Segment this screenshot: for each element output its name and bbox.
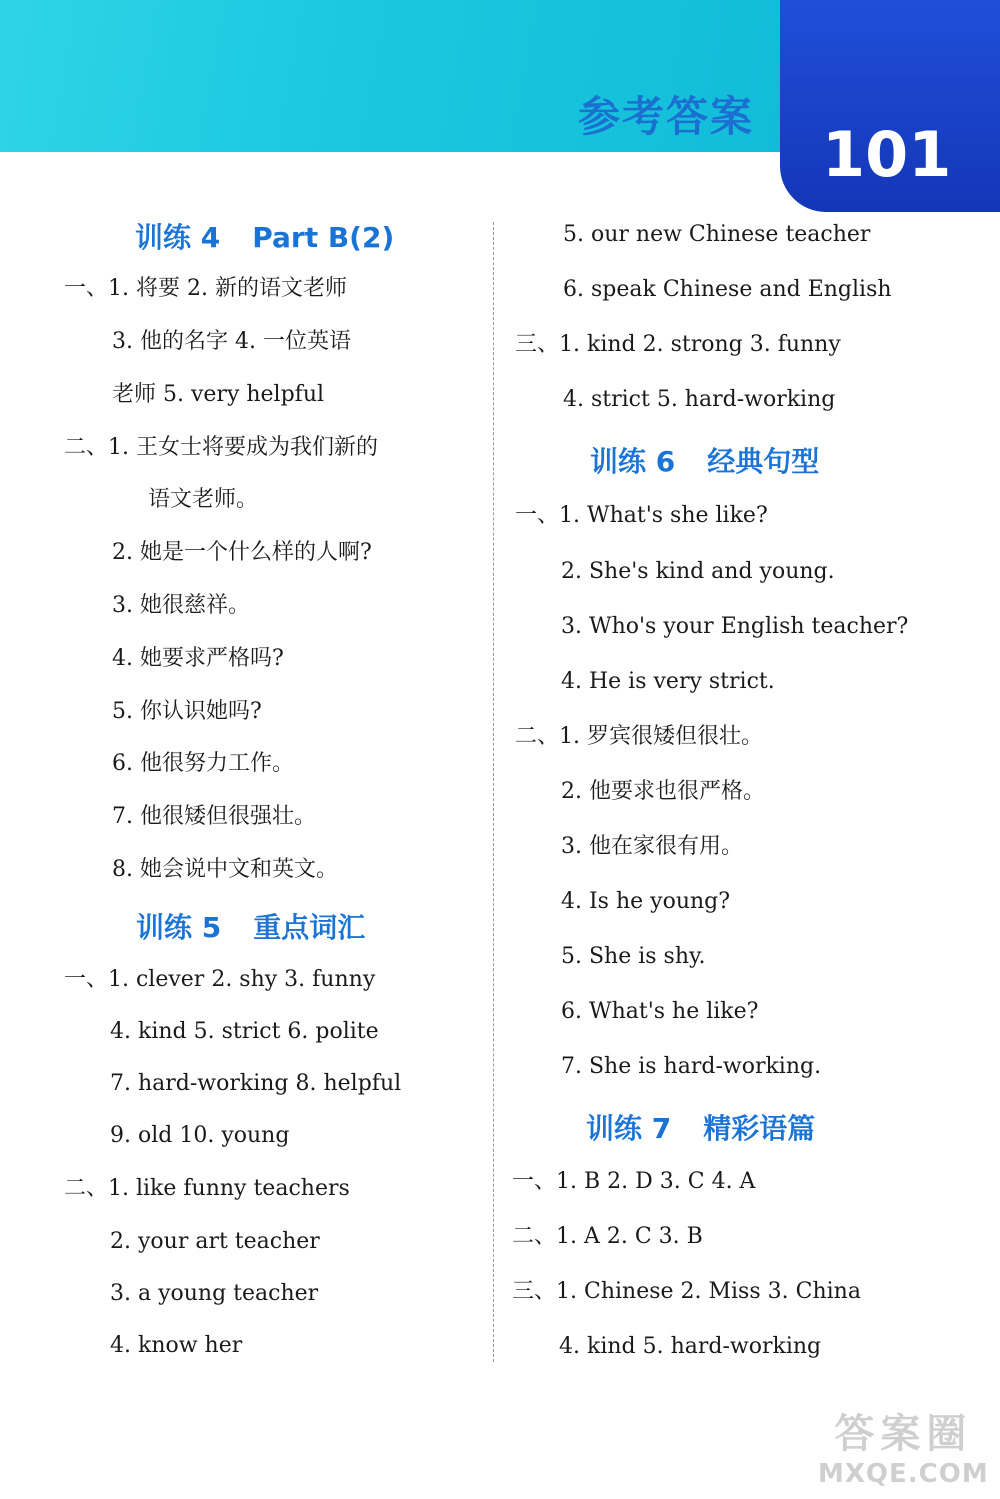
answer-line: 语文老师。 <box>148 487 259 512</box>
answer-line: 一、1. B 2. D 3. C 4. A <box>512 1169 756 1194</box>
section-label: 训练 4 <box>135 221 221 254</box>
section-title-training-6 <box>590 440 819 480</box>
answer-line: 三、1. Chinese 2. Miss 3. China <box>512 1279 861 1304</box>
answer-line: 3. 他在家很有用。 <box>561 834 743 859</box>
answer-line: 4. He is very strict. <box>561 669 775 694</box>
answer-line: 8. 她会说中文和英文。 <box>112 857 338 882</box>
answer-line: 7. She is hard-working. <box>561 1054 822 1079</box>
page-header-title: 参考答案 <box>578 92 755 141</box>
section-title-training-7 <box>586 1107 815 1147</box>
answer-line: 3. 她很慈祥。 <box>112 593 250 618</box>
section-subtitle: 精彩语篇 <box>703 1112 816 1145</box>
answer-line: 3. Who's your English teacher? <box>561 614 909 639</box>
watermark-text: 答案圈 <box>834 1411 973 1457</box>
section-label: 训练 5 <box>136 911 222 944</box>
answer-line: 6. speak Chinese and English <box>563 277 892 302</box>
answer-line: 4. know her <box>110 1333 243 1358</box>
answer-line: 一、1. 将要 2. 新的语文老师 <box>64 276 347 301</box>
answer-line: 7. 他很矮但很强壮。 <box>112 804 316 829</box>
answer-line: 2. She's kind and young. <box>561 559 835 584</box>
answer-line: 2. 她是一个什么样的人啊? <box>112 540 372 565</box>
section-label: 训练 6 <box>590 445 676 478</box>
section-subtitle: 重点词汇 <box>253 911 366 944</box>
answer-line: 4. Is he young? <box>561 889 731 914</box>
answer-line: 一、1. clever 2. shy 3. funny <box>64 967 376 992</box>
watermark-url: MXQE.COM <box>818 1459 989 1489</box>
answer-line: 7. hard-working 8. helpful <box>110 1071 402 1096</box>
page-number: 101 <box>822 118 952 191</box>
section-title-training-5 <box>136 906 365 946</box>
answer-line: 二、1. like funny teachers <box>64 1176 350 1201</box>
answer-line: 4. kind 5. strict 6. polite <box>110 1019 379 1044</box>
answer-line: 9. old 10. young <box>110 1123 290 1148</box>
answer-line: 二、1. 罗宾很矮但很壮。 <box>515 724 763 749</box>
answer-line: 3. 他的名字 4. 一位英语 <box>112 329 351 354</box>
column-divider <box>493 222 494 1362</box>
answer-line: 4. 她要求严格吗? <box>112 646 284 671</box>
answer-line: 2. your art teacher <box>110 1229 320 1254</box>
answer-line: 6. What's he like? <box>561 999 759 1024</box>
answer-line: 3. a young teacher <box>110 1281 319 1306</box>
section-subtitle: Part B(2) <box>252 221 395 254</box>
answer-line: 老师 5. very helpful <box>112 382 325 407</box>
answer-line: 5. our new Chinese teacher <box>563 222 871 247</box>
answer-line: 二、1. A 2. C 3. B <box>512 1224 703 1249</box>
answer-line: 2. 他要求也很严格。 <box>561 779 765 804</box>
answer-line: 5. 你认识她吗? <box>112 699 262 724</box>
watermark <box>818 1402 989 1489</box>
section-subtitle: 经典句型 <box>707 445 820 478</box>
answer-line: 6. 他很努力工作。 <box>112 751 294 776</box>
section-title-training-4 <box>135 216 394 256</box>
answer-line: 三、1. kind 2. strong 3. funny <box>515 332 841 357</box>
answer-line: 一、1. What's she like? <box>515 503 768 528</box>
answer-line: 4. kind 5. hard-working <box>559 1334 822 1359</box>
answer-line: 4. strict 5. hard-working <box>563 387 836 412</box>
answer-line: 5. She is shy. <box>561 944 706 969</box>
section-label: 训练 7 <box>586 1112 672 1145</box>
answer-line: 二、1. 王女士将要成为我们新的 <box>64 435 378 460</box>
